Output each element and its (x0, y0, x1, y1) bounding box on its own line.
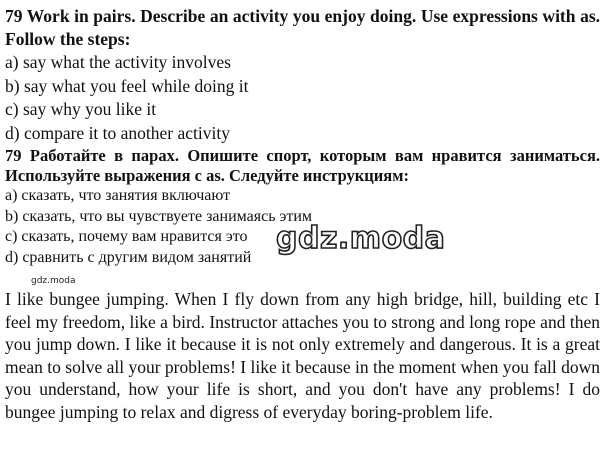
exercise-number-ru: 79 (5, 146, 22, 165)
exercise-instruction-ru: Работайте в парах. Опишите спорт, которым вам нравится заниматься. Используйте выражения с as. Следуйте инструкциям: (5, 146, 601, 185)
step-en-b: b) say what you feel while doing it (5, 75, 249, 96)
textbook-page (5, 5, 600, 423)
exercise-instruction-en: Work in pairs. Describe an activity you enjoy doing. Use expressions with as. Follow the steps: (5, 6, 601, 49)
exercise-number-en: 79 (5, 6, 23, 26)
step-en-c: c) say why you like it (5, 99, 157, 119)
step-ru-b: b) сказать, что вы чувствуете занимаясь этим (5, 207, 313, 225)
source-tag: gdz.moda (31, 276, 76, 286)
watermark-logo: gdz.moda (276, 221, 446, 256)
step-ru-a: а) сказать, что занятия включают (5, 187, 231, 204)
exercise-heading-en (5, 5, 600, 51)
step-en-a: a) say what the activity involves (5, 52, 231, 72)
step-en-d: d) compare it to another activity (5, 122, 230, 143)
exercise-heading-ru (5, 146, 600, 186)
step-ru-d: d) сравнить с другим видом занятий (5, 248, 252, 266)
answer-text: I like bungee jumping. When I fly down from any high bridge, hill, building etc I feel my freedom, like a bird. Instructor attaches you to strong and long rope and then you jump down. I like it because it is not only extremely and dangerous. It is a great mean to solve all your problems! I like it because in the moment when you fall down you understand, how your life is short, and you don't have any problems! I do bungee jumping to relax and digress of everyday boring-problem life. (5, 289, 600, 422)
steps-list-en (5, 51, 600, 145)
step-ru-c: c) сказать, почему вам нравится это (5, 228, 248, 245)
